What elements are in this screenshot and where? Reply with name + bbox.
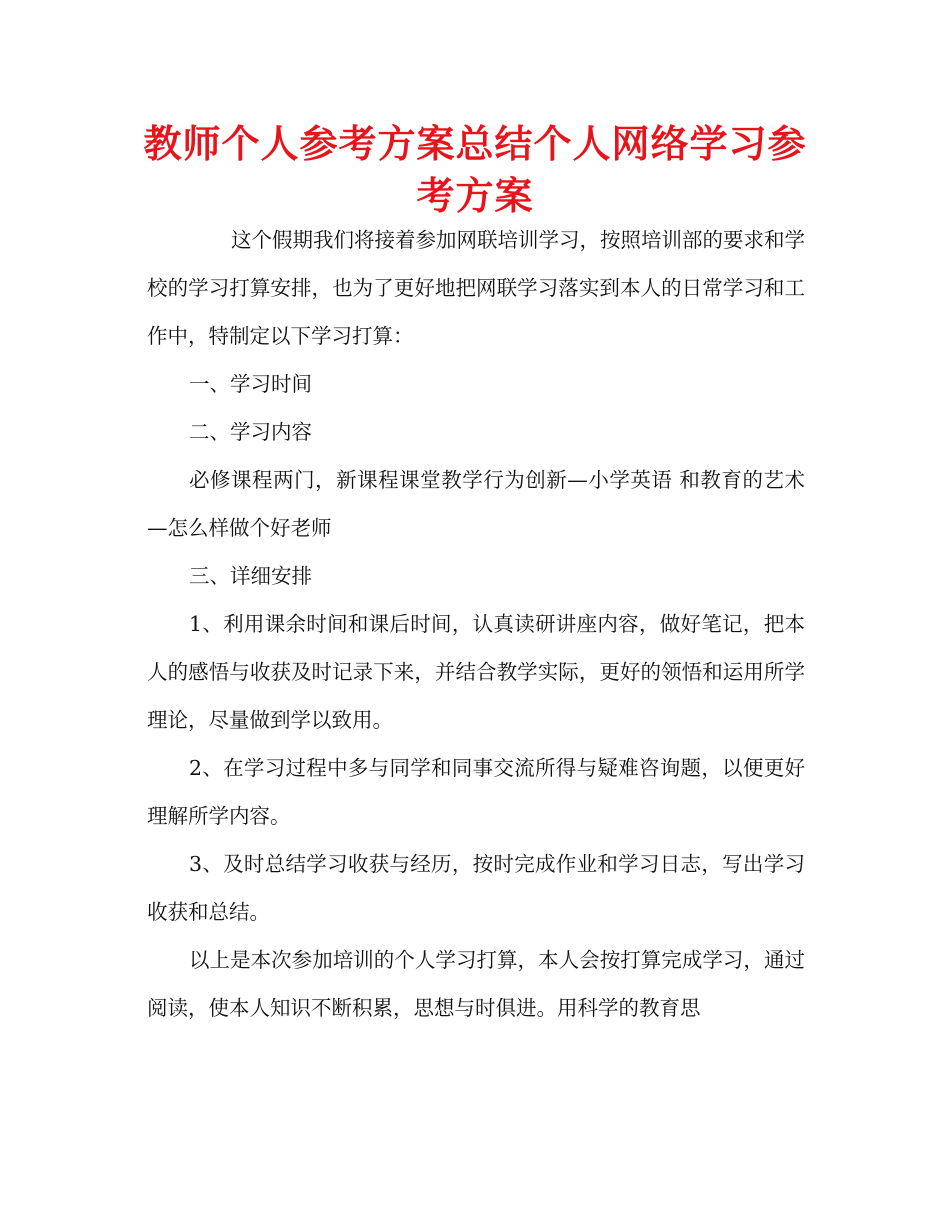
plan-item-3: 3、及时总结学习收获与经历，按时完成作业和学习日志，写出学习收获和总结。 xyxy=(147,852,805,924)
closing-paragraph: 以上是本次参加培训的个人学习打算，本人会按打算完成学习，通过阅读，使本人知识不断积累，思想与时俱进。用科学的教育思 xyxy=(147,948,805,1020)
section-heading-study-content: 二、学习内容 xyxy=(189,420,312,444)
intro-paragraph: 这个假期我们将接着参加网联培训学习，按照培训部的要求和学校的学习打算安排，也为了更好地把网联学习落实到本人的日常学习和工作中，特制定以下学习打算： xyxy=(147,228,805,348)
section-heading-study-time: 一、学习时间 xyxy=(189,372,312,396)
section-heading-detailed-plan: 三、详细安排 xyxy=(189,564,312,588)
plan-item-1: 1、利用课余时间和课后时间，认真读研讲座内容，做好笔记，把本人的感悟与收获及时记录下来，并结合教学实际，更好的领悟和运用所学理论，尽量做到学以致用。 xyxy=(147,612,805,732)
document-body xyxy=(147,216,805,1032)
courses-paragraph: 必修课程两门，新课程课堂教学行为创新—小学英语 和教育的艺术—怎么样做个好老师 xyxy=(147,468,805,540)
document-title: 教师个人参考方案总结个人网络学习参考方案 xyxy=(143,122,807,218)
plan-item-2: 2、在学习过程中多与同学和同事交流所得与疑难咨询题，以便更好理解所学内容。 xyxy=(147,756,805,828)
